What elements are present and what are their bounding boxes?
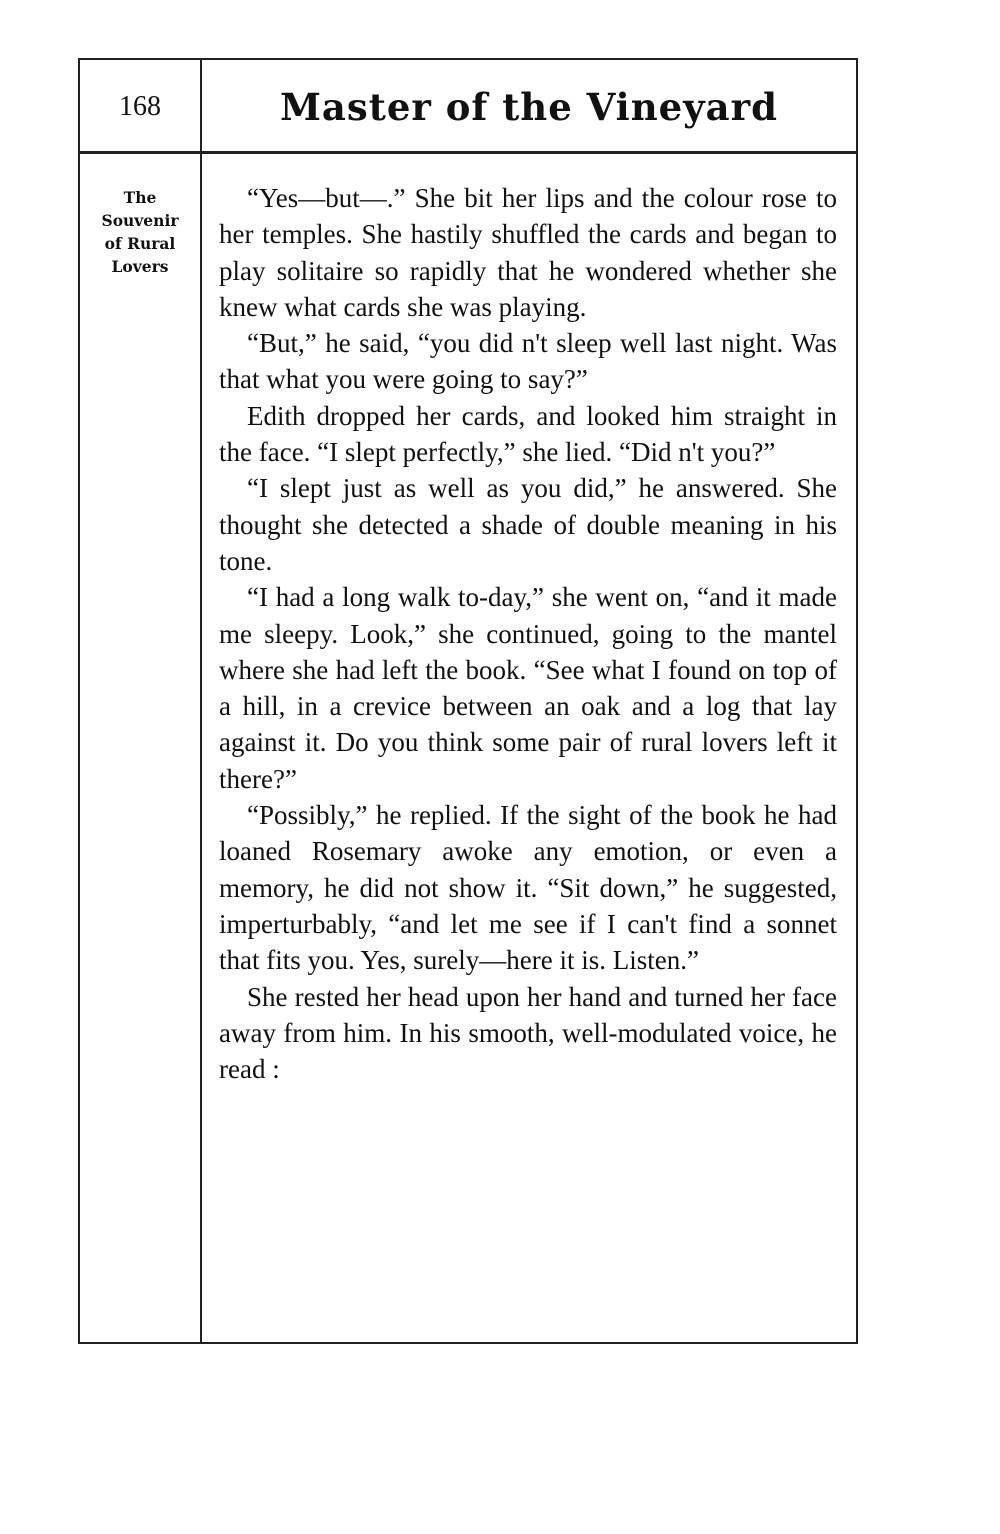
paragraph: “I slept just as well as you did,” he answered. She thought she detected a shade of double meaning in his tone.	[219, 473, 837, 576]
side-note-line: of Rural	[104, 234, 176, 253]
side-note-line: The	[123, 188, 157, 207]
paragraph: Edith dropped her cards, and looked him straight in the face. “I slept perfectly,” she lied. “Did n't you?”	[219, 400, 837, 468]
paragraph: “Possibly,” he replied. If the sight of the book he had loaned Rosemary awoke any emotion, or even a memory, he did not show it. “Sit down,” he suggested, imperturbably, “and let me see if I can't find a sonnet that fits you. Yes, surely—here it is. Listen.”	[219, 800, 837, 976]
paragraph: “I had a long walk to-day,” she went on, “and it made me sleepy. Look,” she continued, going to the mantel where she had left the book. “See what I found on top of a hill, in a crevice between an oak and a log that lay against it. Do you think some pair of rural lovers left it there?”	[219, 582, 837, 794]
header-row	[80, 60, 856, 154]
running-title: Master of the Vineyard	[279, 85, 779, 129]
paragraph: She rested her head upon her hand and turned her face away from him. In his smooth, well-modulated voice, he read :	[219, 981, 837, 1085]
body-text	[219, 180, 837, 1087]
column-divider	[200, 60, 202, 1342]
paragraph: “Yes—but—.” She bit her lips and the colour rose to her temples. She hastily shuffled the cards and began to play solitaire so rapidly that he wondered whether she knew what cards she was playing.	[219, 183, 837, 322]
page-frame	[78, 58, 858, 1344]
side-note-line: Souvenir	[101, 211, 179, 230]
side-note-line: Lovers	[111, 257, 169, 276]
paragraph: “But,” he said, “you did n't sleep well last night. Was that what you were going to say?”	[219, 328, 837, 395]
page-number: 168	[119, 91, 161, 122]
side-note	[82, 186, 198, 278]
